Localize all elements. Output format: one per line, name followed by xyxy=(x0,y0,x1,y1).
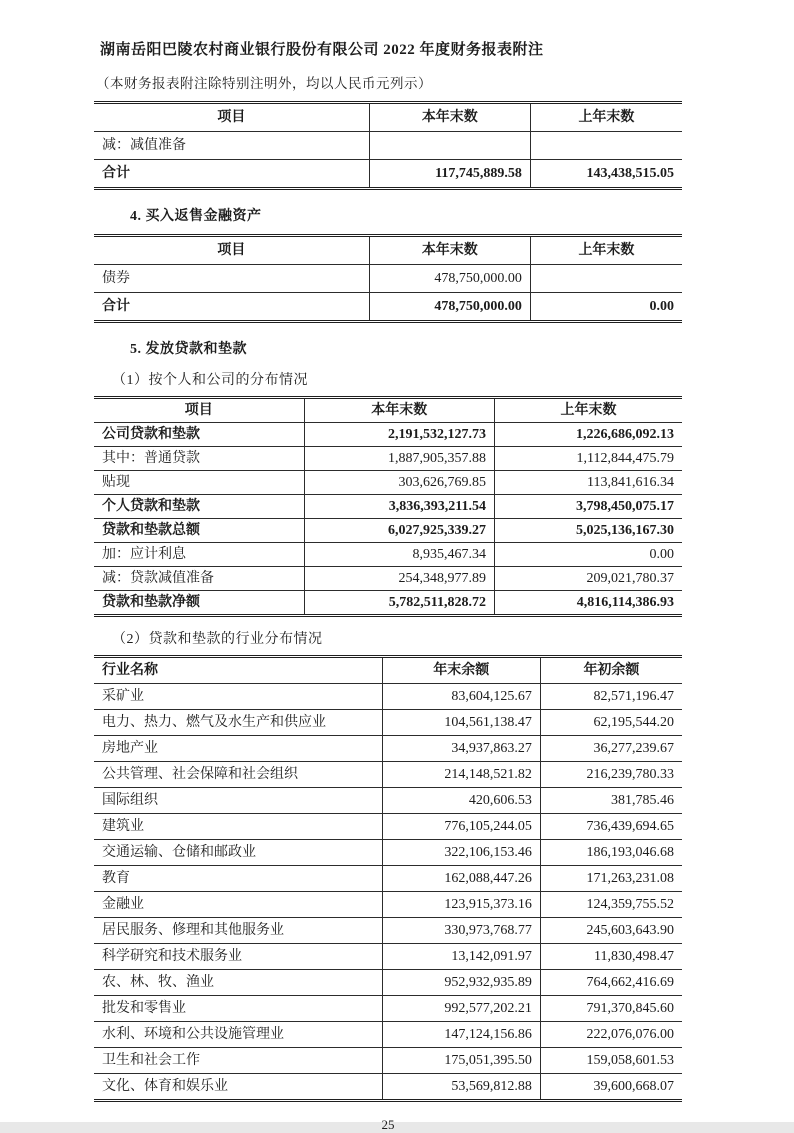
resale-financial-assets-table xyxy=(94,234,682,323)
table-row xyxy=(94,265,682,293)
row-value-cell: 736,439,694.65 xyxy=(541,814,682,840)
table-row xyxy=(94,684,682,710)
loans-by-borrower-type-table xyxy=(94,396,682,617)
row-value-cell: 6,027,925,339.27 xyxy=(305,519,496,543)
row-value-cell: 0.00 xyxy=(649,299,674,314)
table-header-cell: 本年末数 xyxy=(370,237,531,265)
row-value-cell: 209,021,780.37 xyxy=(495,567,682,591)
row-label-cell: 电力、热力、燃气及水生产和供应业 xyxy=(94,710,383,736)
row-value-cell: 5,782,511,828.72 xyxy=(305,591,496,614)
page-title: 湖南岳阳巴陵农村商业银行股份有限公司 2022 年度财务报表附注 xyxy=(100,42,544,58)
row-value-cell: 216,239,780.33 xyxy=(541,762,682,788)
row-value-cell: 3,798,450,075.17 xyxy=(495,495,682,519)
section-5-heading: 5. 发放贷款和垫款 xyxy=(130,342,247,357)
row-label-cell: 居民服务、修理和其他服务业 xyxy=(94,918,383,944)
row-label-cell: 文化、体育和娱乐业 xyxy=(94,1074,383,1099)
table-row xyxy=(94,1074,682,1099)
row-value-cell: 478,750,000.00 xyxy=(370,293,531,320)
row-value-cell: 1,112,844,475.79 xyxy=(495,447,682,471)
row-value-cell: 147,124,156.86 xyxy=(383,1022,541,1048)
row-label-cell: 公司贷款和垫款 xyxy=(94,423,305,447)
row-label-cell: 教育 xyxy=(94,866,383,892)
row-value-cell: 143,438,515.05 xyxy=(586,166,674,181)
row-value-cell: 764,662,416.69 xyxy=(541,970,682,996)
row-value-cell: 162,088,447.26 xyxy=(383,866,541,892)
row-value-cell: 222,076,076.00 xyxy=(541,1022,682,1048)
table-header-cell: 本年末数 xyxy=(305,399,496,423)
row-value-cell: 992,577,202.21 xyxy=(383,996,541,1022)
row-value-cell: 381,785.46 xyxy=(541,788,682,814)
row-value-cell: 791,370,845.60 xyxy=(541,996,682,1022)
table-header-cell: 年末余额 xyxy=(383,658,541,684)
row-value-cell: 36,277,239.67 xyxy=(541,736,682,762)
table-header-row xyxy=(94,399,682,423)
table-row xyxy=(94,814,682,840)
row-value-cell: 776,105,244.05 xyxy=(383,814,541,840)
table-header-row xyxy=(94,658,682,684)
table-row xyxy=(94,762,682,788)
table-row xyxy=(94,132,682,160)
row-value-cell: 62,195,544.20 xyxy=(541,710,682,736)
table-header-cell: 上年末数 xyxy=(531,237,682,265)
row-value-cell: 303,626,769.85 xyxy=(305,471,496,495)
table-row xyxy=(94,447,682,471)
row-value-cell: 478,750,000.00 xyxy=(370,265,531,293)
table-header-cell: 项目 xyxy=(94,399,305,423)
page-subtitle: （本财务报表附注除特别注明外，均以人民币元列示） xyxy=(96,76,432,91)
row-value-cell: 254,348,977.89 xyxy=(305,567,496,591)
row-value-cell: 159,058,601.53 xyxy=(541,1048,682,1074)
row-label-cell: 采矿业 xyxy=(94,684,383,710)
table-row xyxy=(94,543,682,567)
row-value-cell: 1,887,905,357.88 xyxy=(305,447,496,471)
table-row xyxy=(94,970,682,996)
table-row xyxy=(94,1048,682,1074)
row-value-cell: 5,025,136,167.30 xyxy=(495,519,682,543)
table-row xyxy=(94,495,682,519)
table-header-cell: 项目 xyxy=(94,237,370,265)
row-label-cell: 减：贷款减值准备 xyxy=(94,567,305,591)
table-header-cell: 本年末数 xyxy=(370,104,531,132)
table-header-row xyxy=(94,237,682,265)
section-4-heading: 4. 买入返售金融资产 xyxy=(130,209,262,224)
row-label-cell: 农、林、牧、渔业 xyxy=(94,970,383,996)
row-value-cell: 245,603,643.90 xyxy=(541,918,682,944)
row-value-cell: 123,915,373.16 xyxy=(383,892,541,918)
row-value-cell: 1,226,686,092.13 xyxy=(495,423,682,447)
table-row xyxy=(94,710,682,736)
row-value-cell: 4,816,114,386.93 xyxy=(576,595,674,610)
table-header-cell: 上年末数 xyxy=(531,104,682,132)
table-row xyxy=(94,471,682,495)
table-row xyxy=(94,736,682,762)
row-label-cell: 减：减值准备 xyxy=(94,132,370,160)
row-value-cell: 8,935,467.34 xyxy=(305,543,496,567)
row-value-cell: 82,571,196.47 xyxy=(541,684,682,710)
table-row xyxy=(94,591,682,614)
row-value-cell xyxy=(531,265,682,293)
table-row xyxy=(94,1022,682,1048)
row-label-cell: 建筑业 xyxy=(94,814,383,840)
row-label-cell: 贴现 xyxy=(94,471,305,495)
row-value-cell: 2,191,532,127.73 xyxy=(305,423,496,447)
row-value-cell: 0.00 xyxy=(495,543,682,567)
row-value-cell: 171,263,231.08 xyxy=(541,866,682,892)
row-value-cell: 11,830,498.47 xyxy=(541,944,682,970)
row-label-cell: 合计 xyxy=(94,160,370,187)
row-value-cell xyxy=(370,132,531,160)
row-value-cell: 104,561,138.47 xyxy=(383,710,541,736)
row-label-cell: 加：应计利息 xyxy=(94,543,305,567)
table-row xyxy=(94,840,682,866)
table-row xyxy=(94,567,682,591)
row-value-cell: 53,569,812.88 xyxy=(383,1074,541,1099)
row-value-cell: 322,106,153.46 xyxy=(383,840,541,866)
table-row xyxy=(94,996,682,1022)
impairment-provision-table xyxy=(94,101,682,190)
row-label-cell: 公共管理、社会保障和社会组织 xyxy=(94,762,383,788)
row-value-cell: 175,051,395.50 xyxy=(383,1048,541,1074)
table-row xyxy=(94,423,682,447)
table-header-cell: 上年末数 xyxy=(495,399,682,423)
row-value-cell: 330,973,768.77 xyxy=(383,918,541,944)
table-row xyxy=(94,918,682,944)
table-row xyxy=(94,944,682,970)
table-header-cell: 行业名称 xyxy=(94,658,383,684)
row-value-cell: 186,193,046.68 xyxy=(541,840,682,866)
row-value-cell: 13,142,091.97 xyxy=(383,944,541,970)
section-5-2-heading: （2）贷款和垫款的行业分布情况 xyxy=(112,632,323,647)
row-label-cell: 金融业 xyxy=(94,892,383,918)
row-label-cell: 贷款和垫款总额 xyxy=(94,519,305,543)
row-value-cell: 3,836,393,211.54 xyxy=(305,495,496,519)
row-value-cell: 420,606.53 xyxy=(383,788,541,814)
table-row xyxy=(94,788,682,814)
row-value-cell: 117,745,889.58 xyxy=(370,160,531,187)
row-value-cell: 39,600,668.07 xyxy=(593,1079,674,1094)
row-label-cell: 卫生和社会工作 xyxy=(94,1048,383,1074)
table-row xyxy=(94,293,682,320)
table-header-row xyxy=(94,104,682,132)
table-header-cell: 项目 xyxy=(94,104,370,132)
row-value-cell xyxy=(531,132,682,160)
row-label-cell: 贷款和垫款净额 xyxy=(94,591,305,614)
row-value-cell: 214,148,521.82 xyxy=(383,762,541,788)
row-label-cell: 批发和零售业 xyxy=(94,996,383,1022)
table-row xyxy=(94,160,682,187)
table-row xyxy=(94,519,682,543)
row-label-cell: 交通运输、仓储和邮政业 xyxy=(94,840,383,866)
row-label-cell: 房地产业 xyxy=(94,736,383,762)
row-label-cell: 水利、环境和公共设施管理业 xyxy=(94,1022,383,1048)
row-label-cell: 个人贷款和垫款 xyxy=(94,495,305,519)
table-header-cell: 年初余额 xyxy=(541,658,682,684)
row-value-cell: 952,932,935.89 xyxy=(383,970,541,996)
row-value-cell: 34,937,863.27 xyxy=(383,736,541,762)
loans-by-industry-table xyxy=(94,655,682,1102)
row-label-cell: 国际组织 xyxy=(94,788,383,814)
row-value-cell: 113,841,616.34 xyxy=(495,471,682,495)
row-label-cell: 其中：普通贷款 xyxy=(94,447,305,471)
row-label-cell: 科学研究和技术服务业 xyxy=(94,944,383,970)
section-5-1-heading: （1）按个人和公司的分布情况 xyxy=(112,373,308,388)
row-value-cell: 83,604,125.67 xyxy=(383,684,541,710)
row-value-cell: 124,359,755.52 xyxy=(541,892,682,918)
row-label-cell: 合计 xyxy=(94,293,370,320)
page-number: 25 xyxy=(381,1117,395,1132)
row-label-cell: 债券 xyxy=(94,265,370,293)
table-row xyxy=(94,892,682,918)
table-row xyxy=(94,866,682,892)
